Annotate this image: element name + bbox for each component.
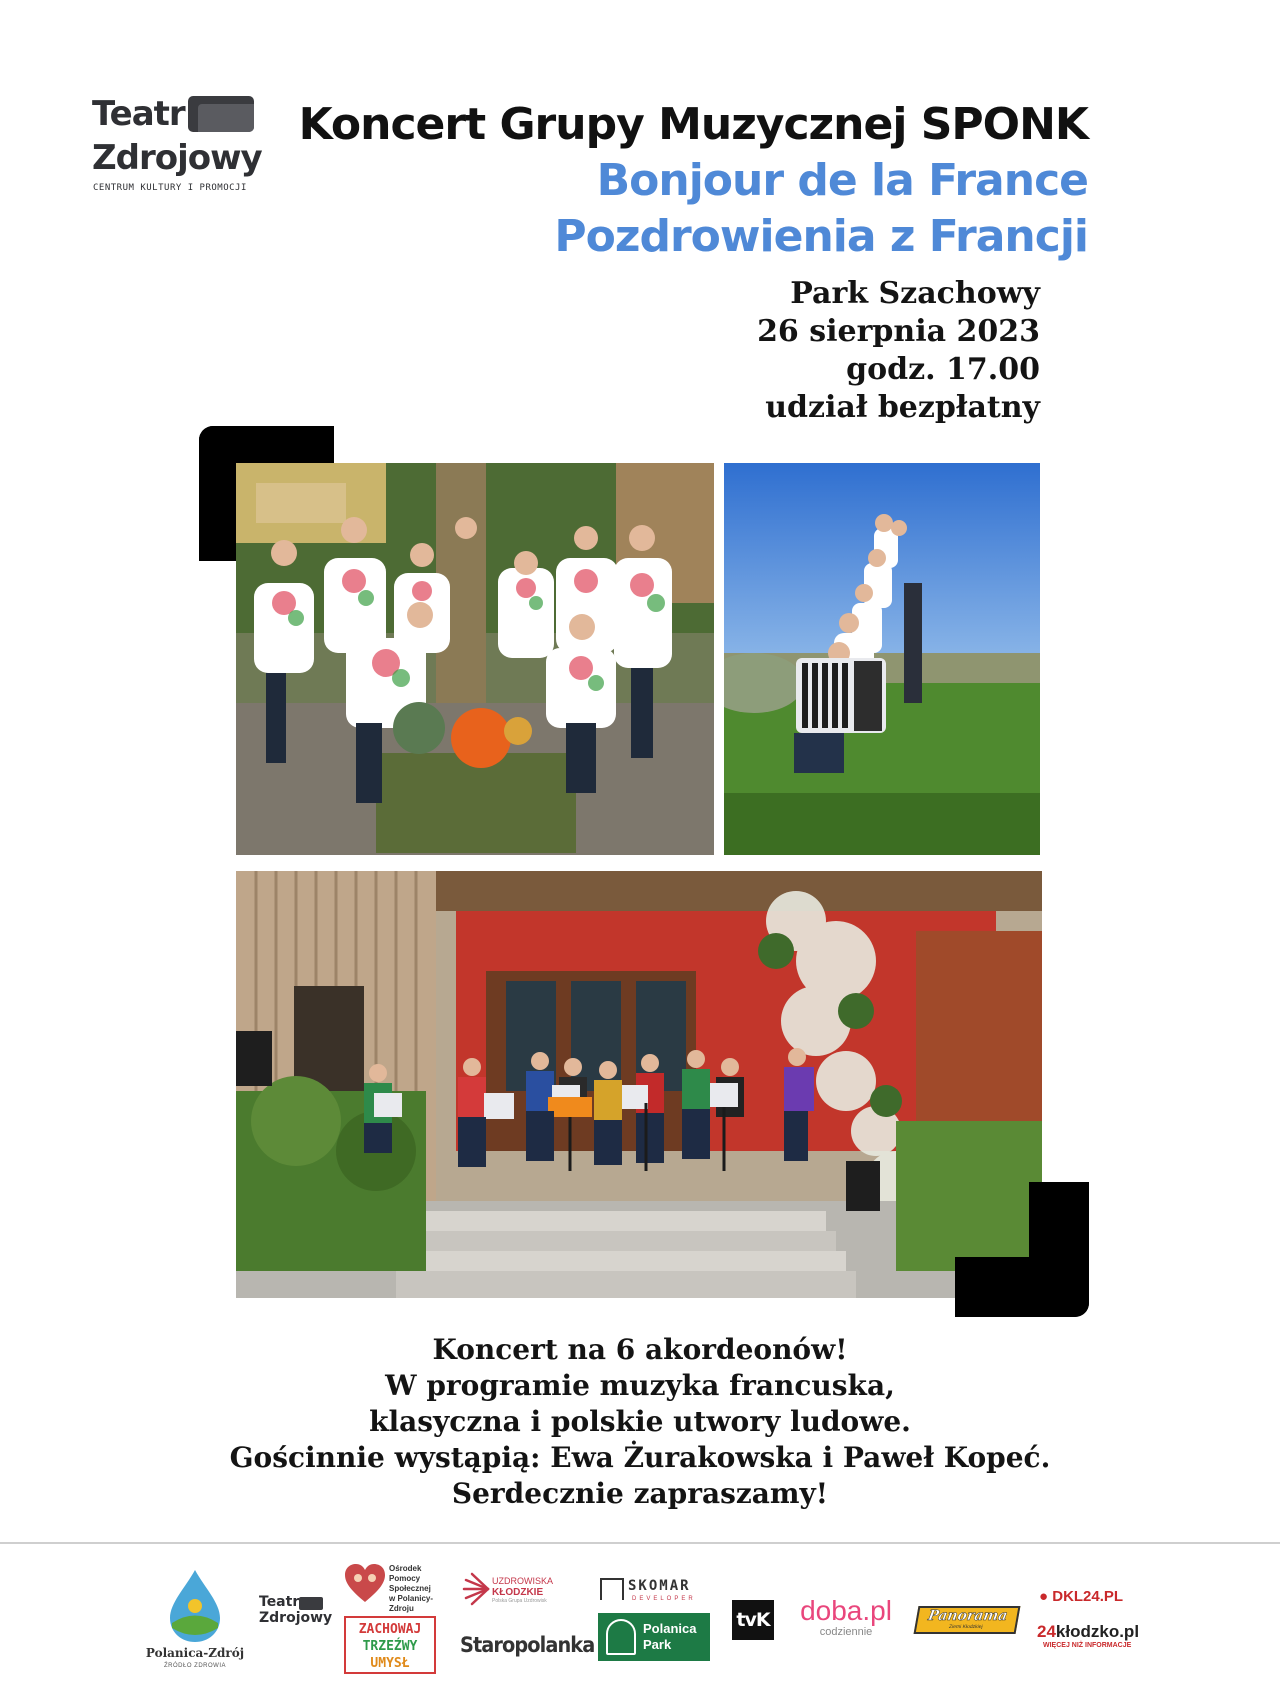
arch-icon xyxy=(606,1619,636,1655)
event-subtitle-french: Bonjour de la France xyxy=(596,155,1088,206)
uzdrowiska-name xyxy=(492,1576,553,1598)
logo-tagline: CENTRUM KULTURY I PROMOCJI xyxy=(93,183,247,193)
logo-line-2: Zdrojowy xyxy=(92,138,262,178)
24klodzko-prefix: 24 xyxy=(1037,1622,1056,1641)
sponsor-dkl24 xyxy=(1039,1588,1149,1608)
logo-line-1: Teatr xyxy=(92,94,185,134)
uzdrowiska-line-2: KŁODZKIE xyxy=(492,1587,544,1598)
24klodzko-sub: WIĘCEJ NIŻ INFORMACJE xyxy=(1043,1642,1132,1649)
sponsor-tvk: tvK xyxy=(732,1600,774,1640)
uzdrowiska-sub: Polska Grupa Uzdrowisk xyxy=(492,1598,547,1604)
24klodzko-domain: kłodzko.pl xyxy=(1055,1622,1140,1641)
photo-group-hillside xyxy=(724,463,1040,855)
polanica-sub: ŹRÓDŁO ZDROWIA xyxy=(164,1663,226,1669)
skomar-name: SKOMAR xyxy=(628,1578,691,1594)
skomar-building-icon xyxy=(600,1578,624,1600)
event-time: godz. 17.00 xyxy=(846,352,1040,387)
event-place: Park Szachowy xyxy=(790,276,1040,311)
panorama-sub: Ziemi Kłodzkiej xyxy=(948,1624,984,1630)
description-line-5: Serdecznie zapraszamy! xyxy=(451,1477,829,1510)
badge-line-2: TRZEŹWY xyxy=(362,1639,418,1654)
event-date: 26 sierpnia 2023 xyxy=(757,314,1040,349)
doba-name: doba.pl xyxy=(800,1595,892,1626)
teatr-zdrojowy-logo xyxy=(92,95,262,205)
sponsor-doba xyxy=(794,1596,898,1640)
logo-screen-icon xyxy=(188,96,254,132)
event-title-block xyxy=(299,97,1088,265)
description-line-1: Koncert na 6 akordeonów! xyxy=(432,1333,848,1366)
sponsor-polanica-park xyxy=(598,1613,710,1661)
event-fee: udział bezpłatny xyxy=(765,390,1040,425)
photo-group-garden xyxy=(236,463,714,855)
dkl-circle-icon: ● xyxy=(1039,1588,1049,1605)
sponsor-osrodek-pomocy xyxy=(341,1558,439,1676)
sunburst-icon xyxy=(460,1572,490,1606)
corner-bracket-bottom-right xyxy=(955,1182,1089,1317)
teatr-screen-icon xyxy=(299,1597,323,1610)
badge-line-1: ZACHOWAJ xyxy=(358,1622,422,1637)
sponsor-24klodzko xyxy=(1037,1622,1157,1654)
teatr-line-2: Zdrojowy xyxy=(259,1610,333,1626)
uzdrowiska-line-1: UZDROWISKA xyxy=(492,1576,554,1586)
event-description xyxy=(0,1332,1280,1512)
description-line-4: Gościnnie wystąpią: Ewa Żurakowska i Paweł Kopeć. xyxy=(229,1441,1051,1474)
zachowaj-trzezwy-umysl-badge xyxy=(344,1616,436,1674)
panorama-name: Panorama xyxy=(926,1608,1009,1624)
event-subtitle-polish: Pozdrowienia z Francji xyxy=(554,211,1088,262)
photo-accordion-ensemble xyxy=(236,871,1042,1298)
park-name xyxy=(643,1621,696,1653)
sponsor-uzdrowiska-klodzkie xyxy=(460,1572,580,1612)
footer-divider xyxy=(0,1542,1280,1544)
dkl-name: DKL24.PL xyxy=(1052,1588,1124,1605)
event-details xyxy=(757,275,1040,427)
park-line-1: Polanica xyxy=(643,1621,697,1636)
teatr-line-1: Teatr xyxy=(259,1594,300,1610)
doba-sub: codziennie xyxy=(819,1626,873,1638)
osrodek-text: Ośrodek Pomocy Społecznej w Polanicy-Zdroju xyxy=(389,1564,434,1613)
sponsor-teatr-zdrojowy xyxy=(259,1594,333,1655)
24klodzko-name xyxy=(1037,1622,1157,1642)
description-line-3: klasyczna i polskie utwory ludowe. xyxy=(369,1405,911,1438)
park-line-2: Park xyxy=(643,1637,672,1652)
sponsor-staropolanka: Staropolanka xyxy=(460,1633,595,1657)
sponsor-panorama xyxy=(914,1606,1021,1634)
polanica-name: Polanica-Zdrój xyxy=(145,1646,245,1660)
sponsor-polanica-zdroj xyxy=(140,1568,250,1668)
event-title: Koncert Grupy Muzycznej SPONK xyxy=(298,99,1088,150)
description-line-2: W programie muzyka francuska, xyxy=(385,1369,895,1402)
skomar-sub: DEVELOPER xyxy=(632,1596,696,1602)
sponsor-skomar xyxy=(598,1578,708,1604)
heart-icon xyxy=(343,1562,387,1606)
badge-line-3: UMYSŁ xyxy=(370,1656,410,1671)
water-drop-icon xyxy=(140,1568,250,1643)
